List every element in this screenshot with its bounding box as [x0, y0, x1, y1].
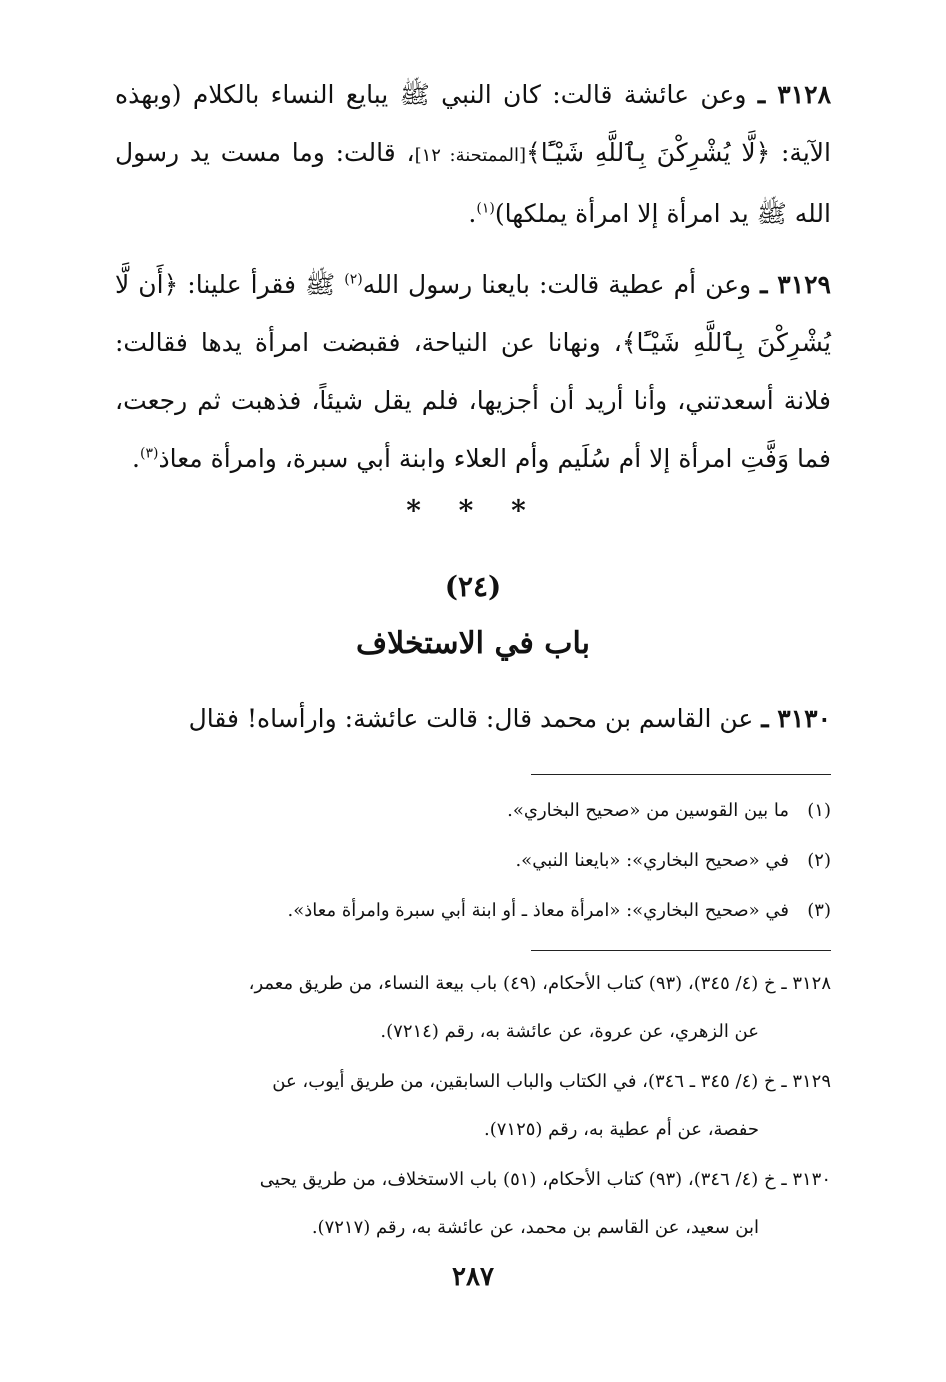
hadith-3130 — [115, 690, 831, 748]
footnote — [115, 896, 831, 926]
footnote-text: في «صحيح البخاري»: «امرأة معاذ ـ أو ابنة أبي سبرة وامرأة معاذ». — [287, 900, 789, 921]
chapter-title: باب في الاستخلاف — [356, 626, 590, 661]
takhrij-entry — [115, 960, 831, 1056]
takhrij-line: ابن سعيد، عن القاسم بن محمد، عن عائشة به، رقم (٧٢١٧). — [311, 1217, 759, 1238]
takhrij-divider — [531, 950, 831, 951]
page-number: ٢٨٧ — [452, 1262, 494, 1292]
hadith-text: ، قالت: وما مست يد رسول الله ﷺ يد امرأة إلا امرأة يملكها) — [115, 138, 831, 228]
footnote-number: (٢) — [807, 850, 831, 871]
section-separator: * * * — [406, 494, 540, 527]
period: . — [132, 444, 140, 473]
takhrij-line: ٣١٢٨ ـ خ (٤/ ٣٤٥)، (٩٣) كتاب الأحكام، (٤٩) باب بيعة النساء، من طريق معمر، — [248, 973, 831, 994]
hadith-number: ٣١٢٨ ـ — [757, 80, 832, 109]
footnote-text: في «صحيح البخاري»: «بايعنا النبي». — [515, 850, 789, 871]
takhrij-line: حفصة، عن أم عطية به، رقم (٧١٢٥). — [484, 1119, 759, 1140]
hadith-text: وعن أم عطية قالت: بايعنا رسول الله — [362, 270, 752, 299]
footnote — [115, 846, 831, 876]
takhrij-line: ٣١٢٩ ـ خ (٤/ ٣٤٥ ـ ٣٤٦)، في الكتاب والباب السابقين، من طريق أيوب، عن — [272, 1071, 831, 1092]
hadith-3128 — [115, 66, 831, 243]
footnote-number: (٣) — [807, 900, 831, 921]
hadith-number: ٣١٢٩ ـ — [760, 270, 831, 299]
takhrij-line: عن الزهري، عن عروة، عن عائشة به، رقم (٧٢١٤). — [380, 1021, 759, 1042]
period: . — [468, 199, 477, 228]
footnote-divider — [531, 774, 831, 775]
hadith-text: وعن عائشة قالت: كان النبي ﷺ يبايع النساء بالكلام (وبهذه الآية: ﴿لَّا يُشْرِكْنَ بِٱللَّهِ شَيْـًٔا﴾ — [115, 80, 831, 167]
takhrij-line: ٣١٣٠ ـ خ (٤/ ٣٤٦)، (٩٣) كتاب الأحكام، (٥١) باب الاستخلاف، من طريق يحيى — [259, 1169, 831, 1190]
hadith-3129 — [115, 256, 831, 488]
footnote-marker: (٢) — [344, 271, 363, 288]
hadith-text: ﷺ فقرأ علينا: ﴿أَن لَّا يُشْرِكْنَ بِٱللَّهِ شَيْـًٔا﴾، ونهانا عن النياحة، فقبضت امرأة يدها فقالت: فلانة أسعدتني، وأنا أريد أن أجزيها، فلم يقل شيئاً، فذهبت ثم رجعت، فما وَفَّتِ امرأة إلا أم سُلَيم وأم العلاء وابنة أبي سبرة، وامرأة معاذ — [115, 270, 831, 473]
takhrij-entry — [115, 1058, 831, 1154]
hadith-number: ٣١٣٠ ـ — [761, 704, 831, 733]
footnote-marker: (١) — [476, 200, 495, 217]
chapter-number: (٢٤) — [444, 570, 502, 603]
footnote-number: (١) — [807, 800, 831, 821]
hadith-text: عن القاسم بن محمد قال: قالت عائشة: وارأساه! فقال — [188, 704, 754, 733]
footnote — [115, 796, 831, 826]
quran-reference: [الممتحنة: ١٢] — [414, 145, 527, 166]
footnote-marker: (٣) — [140, 445, 159, 462]
footnote-text: ما بين القوسين من «صحيح البخاري». — [507, 800, 789, 821]
takhrij-entry — [115, 1156, 831, 1252]
